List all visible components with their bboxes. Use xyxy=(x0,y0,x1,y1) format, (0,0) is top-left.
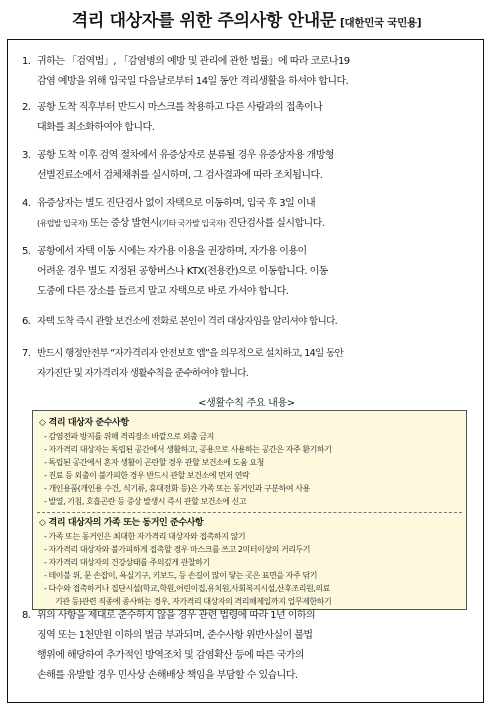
notice-item-7 xyxy=(22,344,467,384)
section-heading-text: 격리 대상자 준수사항 xyxy=(48,418,129,428)
rules-title: <생활수칙 주요 내용> xyxy=(198,398,295,409)
item-text-line: 대화를 최소화하여야 합니다. xyxy=(37,122,155,133)
item-number: 8. xyxy=(22,610,31,621)
section-heading-text: 격리 대상자의 가족 또는 동거인 준수사항 xyxy=(48,518,204,528)
diamond-icon: ◇ xyxy=(39,418,46,428)
rule-bullet: - 독립된 공간에서 혼자 생활이 곤란할 경우 관할 보건소에 도움 요청 xyxy=(44,458,264,467)
item-text-line: 반드시 행정안전부 “자가격리자 안전보호 앱”을 의무적으로 설치하고, 14일 동안 xyxy=(37,348,344,359)
item-text-line: 감염 예방을 위해 입국일 다음날로부터 14일 동안 격리생활을 하셔야 합니다. xyxy=(37,76,349,87)
item-text-line: 위의 사항을 제대로 준수하지 않을 경우 관련 법령에 따라 1년 이하의 xyxy=(37,610,316,621)
rules-divider xyxy=(37,512,462,513)
item-number: 5. xyxy=(22,246,31,257)
notice-item-2 xyxy=(22,98,467,138)
item-text-line: 공항에서 자택 이동 시에는 자가용 이용을 권장하며, 자가용 이용이 xyxy=(37,246,307,257)
rule-bullet-continuation: 기관 등)관련 직종에 종사하는 경우, 자가격리 대상자의 격리해제일까지 업무제한하기 xyxy=(55,597,332,606)
item-text-line: 공항 도착 이후 검역 절차에서 유증상자로 분류될 경우 유증상자용 개방형 xyxy=(37,150,334,161)
notice-item-1 xyxy=(22,52,467,92)
rules-box xyxy=(32,410,467,610)
rule-bullet: - 가족 또는 동거인은 최대한 자가격리 대상자와 접촉하지 않기 xyxy=(44,532,246,541)
item-number: 1. xyxy=(22,56,31,67)
rules-section-heading xyxy=(39,417,129,430)
rule-bullet: - 자가격리 대상자와 불가피하게 접촉할 경우 마스크를 쓰고 2미터이상의 거리두기 xyxy=(44,545,311,554)
item-text-line xyxy=(37,214,467,234)
notice-item-8 xyxy=(22,606,467,686)
rule-bullet: - 자가격리 대상자는 독립된 공간에서 생활하고, 공용으로 사용하는 공간은 자주 환기하기 xyxy=(44,445,332,454)
item-number: 3. xyxy=(22,150,31,161)
item-text-line: 행위에 해당하여 추가적인 방역조치 및 감염확산 등에 따른 국가의 xyxy=(37,650,304,661)
item-text-fragment: 또는 증상 발현시 xyxy=(87,218,159,229)
item-text-line: 선별진료소에서 검체채취를 실시하며, 그 검사결과에 따라 조치됩니다. xyxy=(37,170,323,181)
item-text-line: 자택 도착 즉시 관할 보건소에 전화로 본인이 격리 대상자임을 알리셔야 합니다. xyxy=(37,316,338,327)
rule-bullet: - 개인용품(개인용 수건, 식기류, 휴대전화 등)은 가족 또는 동거인과 구분하여 사용 xyxy=(44,484,310,493)
item-text-line: 손해를 유발할 경우 민사상 손해배상 책임을 부담할 수 있습니다. xyxy=(37,670,298,681)
document-header xyxy=(0,6,493,36)
rule-bullet: - 진료 등 외출이 불가피한 경우 반드시 관할 보건소에 먼저 연락 xyxy=(44,471,250,480)
rule-bullet: - 발열, 기침, 호흡곤란 등 증상 발생시 즉시 관할 보건소에 신고 xyxy=(44,497,247,506)
rule-bullet: - 다수와 접촉하거나 집단시설(학교,학원,어린이집,유치원,사회복지시설,산후조리원,의료 xyxy=(44,584,330,593)
item-text-line: 공항 도착 직후부터 반드시 마스크를 착용하고 다른 사람과의 접촉이나 xyxy=(37,102,323,113)
rule-bullet: - 감염전파 방지를 위해 격리장소 바깥으로 외출 금지 xyxy=(44,432,214,441)
item-number: 4. xyxy=(22,198,31,209)
item-text-line: 어려운 경우 별도 지정된 공항버스나 KTX(전용칸)으로 이동합니다. 이동 xyxy=(37,266,328,277)
diamond-icon: ◇ xyxy=(39,518,46,528)
item-text-line: 자가진단 및 자가격리자 생활수칙을 준수하여야 합니다. xyxy=(37,368,249,379)
document-subtitle: [대한민국 국민용] xyxy=(340,17,422,29)
notice-item-4 xyxy=(22,194,467,234)
item-note: (기타 국가발 입국자) xyxy=(158,219,226,228)
item-text-line: 귀하는 「검역법」, 「감염병의 예방 및 관리에 관한 법률」에 따라 코로나19 xyxy=(37,56,350,67)
notice-item-6 xyxy=(22,312,467,332)
rules-section-heading xyxy=(39,517,203,530)
item-text-line: 유증상자는 별도 진단검사 없이 자택으로 이동하며, 입국 후 3일 이내 xyxy=(37,198,316,209)
rule-bullet: - 테이블 위, 문 손잡이, 욕실기구, 키보드, 등 손길이 많이 닿는 곳은 표면을 자주 닦기 xyxy=(44,571,318,580)
notice-item-3 xyxy=(22,146,467,186)
document-title: 격리 대상자를 위한 주의사항 안내문 xyxy=(71,11,337,31)
item-note: (유럽발 입국자) xyxy=(37,219,88,228)
notice-item-5 xyxy=(22,242,467,302)
item-text-line: 도중에 다른 장소를 들르지 말고 자택으로 바로 가셔야 합니다. xyxy=(37,286,289,297)
item-number: 2. xyxy=(22,102,31,113)
item-number: 7. xyxy=(22,348,31,359)
item-text-fragment: 진단검사를 실시합니다. xyxy=(225,218,325,229)
item-number: 6. xyxy=(22,316,31,327)
item-text-line: 징역 또는 1천만원 이하의 벌금 부과되며, 준수사항 위반사실이 불법 xyxy=(37,630,313,641)
rule-bullet: - 자가격리 대상자의 건강상태를 주의깊게 관찰하기 xyxy=(44,558,210,567)
